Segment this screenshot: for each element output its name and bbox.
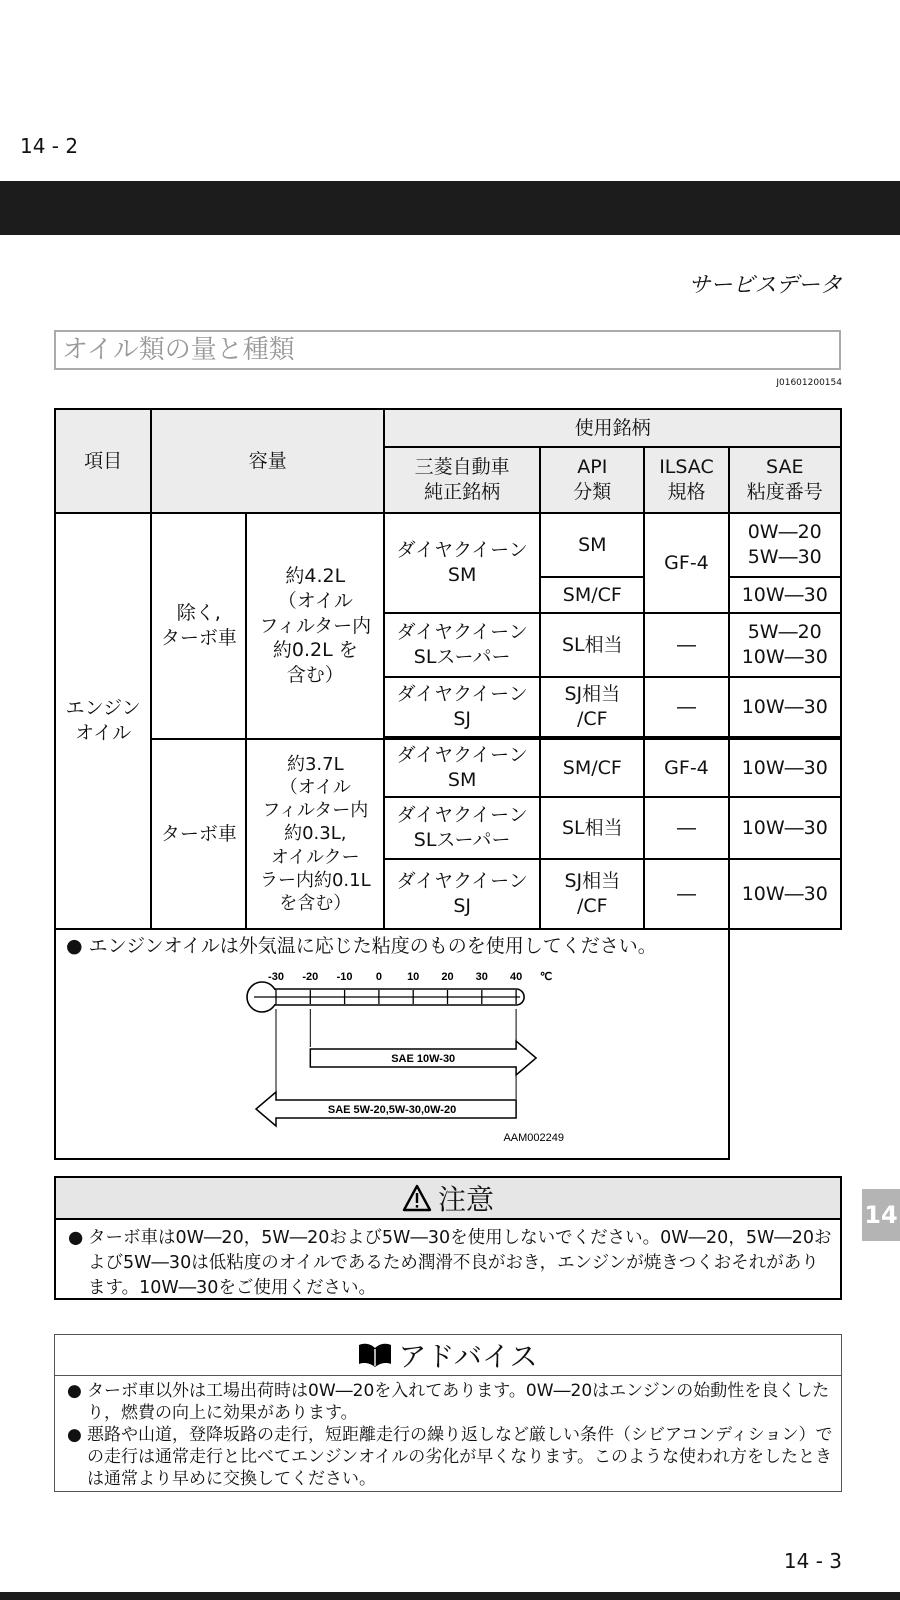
oil-spec-table: [54, 408, 842, 1160]
advice-item: ● 悪路や山道，登降坂路の走行，短距離走行の繰り返しなど厳しい条件（シビアコンディション）での走行は通常走行と比べてエンジンオイルの劣化が早くなります。このような使われ方をしたときは通常より早めに交換してください。: [67, 1425, 833, 1489]
sae-cell: 10W―30: [729, 577, 841, 613]
brand-cell: ダイヤクイーン SJ: [384, 677, 540, 737]
sae-cell: 10W―30: [729, 797, 841, 859]
thermometer-tick-label: 0: [375, 970, 382, 983]
api-cell: SM/CF: [540, 739, 644, 797]
advice-title: アドバイス: [398, 1340, 538, 1373]
open-book-icon: [358, 1342, 392, 1368]
caution-title: 注意: [437, 1183, 494, 1216]
figure-id: AAM002249: [503, 1131, 564, 1144]
brand-cell: ダイヤクイーン SJ: [384, 859, 540, 929]
advice-item: ● ターボ車以外は工場出荷時は0W―20を入れてあります。0W―20はエンジンの始動性を良くしたり，燃費の向上に効果があります。: [67, 1381, 830, 1423]
brand-cell: ダイヤクイーン SLスーパー: [384, 797, 540, 859]
thermometer-tick-label: 40: [509, 970, 523, 983]
page-number-top: 14 - 2: [20, 134, 79, 158]
caution-header: [56, 1178, 840, 1220]
sae-cell: 10W―30: [729, 859, 841, 929]
api-cell: SM: [540, 513, 644, 577]
caution-box: [54, 1176, 842, 1300]
sae-5w20-label: SAE 5W-20,5W-30,0W-20: [327, 1103, 457, 1116]
header-mitsubishi: 三菱自動車 純正銘柄: [384, 447, 540, 513]
header-sae: SAE 粘度番号: [729, 447, 841, 513]
sae-10w30-label: SAE 10W-30: [391, 1052, 456, 1065]
advice-header: [55, 1335, 841, 1376]
warning-icon: [402, 1184, 432, 1212]
header-item: 項目: [55, 409, 151, 513]
section-title: サービスデータ: [688, 273, 842, 298]
brand-cell: ダイヤクイーン SM: [384, 513, 540, 613]
caution-item: ● ターボ車は0W―20，5W―20および5W―30を使用しないでください。0W―20，5W―20および5W―30は低粘度のオイルであるため潤滑不良がおき，エンジンが焼きつくおそれがあります。10W―30をご使用ください。: [68, 1228, 832, 1298]
temperature-chart: [236, 969, 576, 1149]
capacity-turbo: 約3.7L （オイル フィルター内 約0.3L, オイルクー ラー内約0.1L を含む）: [246, 739, 384, 929]
ilsac-cell: ―: [644, 613, 728, 677]
thermometer-tick-label: 20: [441, 970, 454, 983]
item-engine-oil: エンジン オイル: [55, 513, 151, 929]
thermometer-tick-label: 30: [475, 970, 488, 983]
page-title: オイル類の量と種類: [54, 330, 841, 370]
capacity-non-turbo: 約4.2L （オイル フィルター内 約0.2L を 含む）: [246, 513, 384, 739]
sae-cell: 10W―30: [729, 739, 841, 797]
temperature-note: ● エンジンオイルは外気温に応じた粘度のものを使用してください。: [66, 935, 657, 957]
temperature-unit: ℃: [539, 970, 553, 983]
brand-cell: ダイヤクイーン SLスーパー: [384, 613, 540, 677]
footer-bar: [0, 1592, 900, 1600]
api-cell: SJ相当 /CF: [540, 859, 644, 929]
ilsac-cell: GF-4: [644, 739, 728, 797]
api-cell: SL相当: [540, 613, 644, 677]
group-non-turbo: 除く, ターボ車: [151, 513, 246, 739]
thermometer-tick-label: -30: [268, 970, 284, 983]
sae-cell: 10W―30: [729, 677, 841, 737]
header-api: API 分類: [540, 447, 644, 513]
api-cell: SM/CF: [540, 577, 644, 613]
document-id: J01601200154: [776, 378, 842, 388]
ilsac-cell: ―: [644, 797, 728, 859]
page-number-bottom: 14 - 3: [783, 1549, 842, 1573]
thermometer-tick-label: 10: [407, 970, 420, 983]
header-ilsac: ILSAC 規格: [644, 447, 728, 513]
header-bar: [0, 181, 900, 235]
thermometer-tick-label: -10: [336, 970, 353, 983]
sae-cell: 5W―20 10W―30: [729, 613, 841, 677]
group-turbo: ターボ車: [151, 739, 246, 929]
thermometer-tick-label: -20: [302, 970, 319, 983]
ilsac-cell: GF-4: [644, 513, 728, 613]
api-cell: SJ相当 /CF: [540, 677, 644, 737]
sae-cell: 0W―20 5W―30: [729, 513, 841, 577]
ilsac-cell: ―: [644, 859, 728, 929]
ilsac-cell: ―: [644, 677, 728, 737]
advice-box: [54, 1334, 842, 1492]
brand-cell: ダイヤクイーン SM: [384, 739, 540, 797]
header-brand-group: 使用銘柄: [384, 409, 841, 447]
chapter-tab: 14: [862, 1189, 900, 1241]
header-capacity: 容量: [151, 409, 384, 513]
temperature-note-cell: [55, 929, 729, 1159]
api-cell: SL相当: [540, 797, 644, 859]
